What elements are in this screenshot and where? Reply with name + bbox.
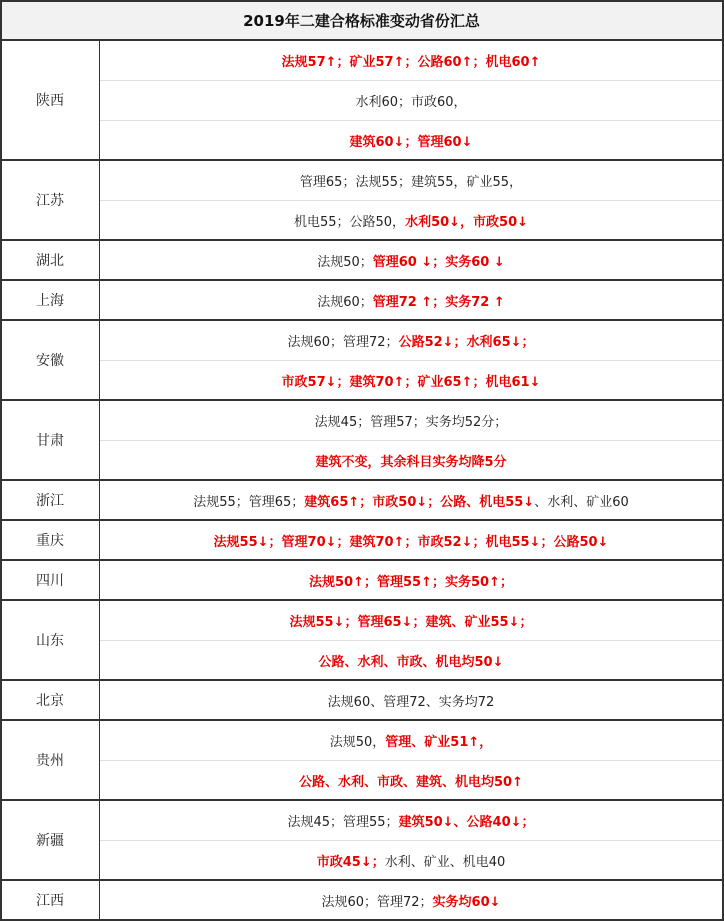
standard-line: [100, 320, 722, 360]
province-cell: 北京: [36, 693, 64, 709]
standard-line: [100, 560, 722, 600]
province-cell: 四川: [36, 573, 64, 589]
province-cell: 上海: [36, 293, 64, 309]
changed-standard-text: 公路52↓；水利65↓；: [398, 334, 535, 350]
changed-standard-text: 法规55↓；管理65↓；建筑、矿业55↓；: [289, 614, 533, 630]
standard-text: 机电55；公路50，: [293, 214, 406, 230]
standard-text: 、水利、矿业60: [534, 494, 629, 510]
standard-line: [100, 640, 722, 680]
changed-standard-text: 建筑不变，其余科目实务均降5分: [315, 454, 507, 470]
standard-text: 水利60；市政60，: [355, 94, 467, 110]
changed-standard-text: 法规57↑；矿业57↑；公路60↑；机电60↑: [281, 54, 541, 70]
changed-standard-text: 管理、矿业51↑，: [385, 734, 493, 750]
table-top-border: [0, 0, 724, 2]
changed-standard-text: 公路、水利、市政、建筑、机电均50↑: [299, 774, 523, 790]
province-cell: 陕西: [36, 93, 64, 109]
province-cell: 甘肃: [36, 433, 64, 449]
province-cell: 新疆: [36, 833, 64, 849]
standard-line: [100, 880, 722, 920]
changed-standard-text: 建筑50↓、公路40↓；: [398, 814, 535, 830]
standard-text: 法规55；管理65；: [193, 494, 305, 510]
standard-text: 法规60、管理72、实务均72: [327, 694, 495, 710]
standard-line: [100, 840, 722, 880]
standard-text: 法规60；: [317, 294, 373, 310]
province-cell: 江西: [36, 893, 64, 909]
standard-line: [100, 80, 722, 120]
standard-line: [100, 440, 722, 480]
standard-text: 水利、矿业、机电40: [384, 854, 506, 870]
standard-line: [100, 600, 722, 640]
standard-text: 法规50；: [317, 254, 373, 270]
changed-standard-text: 市政45↓；: [316, 854, 385, 870]
changed-standard-text: 管理60 ↓；实务60 ↓: [372, 254, 505, 270]
standard-line: [100, 760, 722, 800]
standard-line: [100, 160, 722, 200]
standard-text: 法规60；管理72；: [321, 894, 433, 910]
standard-line: [100, 280, 722, 320]
standard-text: 法规50，: [329, 734, 386, 750]
province-cell: 湖北: [36, 253, 64, 269]
province-cell: 重庆: [36, 533, 64, 549]
standard-line: [100, 400, 722, 440]
province-cell: 浙江: [36, 493, 64, 509]
table-left-border: [0, 0, 2, 920]
standard-line: [100, 200, 722, 240]
standard-text: 法规60；管理72；: [287, 334, 399, 350]
standard-text: 法规45；管理55；: [287, 814, 399, 830]
table-title: 2019年二建合格标准变动省份汇总: [1, 1, 722, 40]
standard-line: [100, 520, 722, 560]
standard-line: [100, 800, 722, 840]
province-cell: 山东: [36, 633, 64, 649]
standard-text: 管理65；法规55；建筑55，矿业55，: [299, 174, 523, 190]
standard-line: [100, 360, 722, 400]
changed-standard-text: 建筑60↓；管理60↓: [349, 134, 473, 150]
standard-text: 法规45；管理57；实务均52分；: [314, 414, 508, 430]
changed-standard-text: 公路、水利、市政、机电均50↓: [318, 654, 504, 670]
changed-standard-text: 水利50↓，市政50↓: [405, 214, 529, 230]
standard-line: [100, 720, 722, 760]
column-divider: [99, 40, 100, 920]
province-cell: 江苏: [36, 193, 64, 209]
standard-line: [100, 40, 722, 80]
standard-line: [100, 120, 722, 160]
changed-standard-text: 市政57↓；建筑70↑；矿业65↑；机电61↓: [281, 374, 541, 390]
province-cell: 贵州: [36, 753, 64, 769]
standard-line: [100, 680, 722, 720]
changed-standard-text: 法规55↓；管理70↓；建筑70↑；市政52↓；机电55↓；公路50↓: [213, 534, 609, 550]
changed-standard-text: 法规50↑；管理55↑；实务50↑；: [309, 574, 513, 590]
province-cell: 安徽: [36, 353, 64, 369]
standard-line: [100, 480, 722, 520]
changed-standard-text: 管理72 ↑；实务72 ↑: [372, 294, 505, 310]
standard-line: [100, 240, 722, 280]
changed-standard-text: 建筑65↑；市政50↓；公路、机电55↓: [304, 494, 535, 510]
changed-standard-text: 实务均60↓: [432, 894, 501, 910]
